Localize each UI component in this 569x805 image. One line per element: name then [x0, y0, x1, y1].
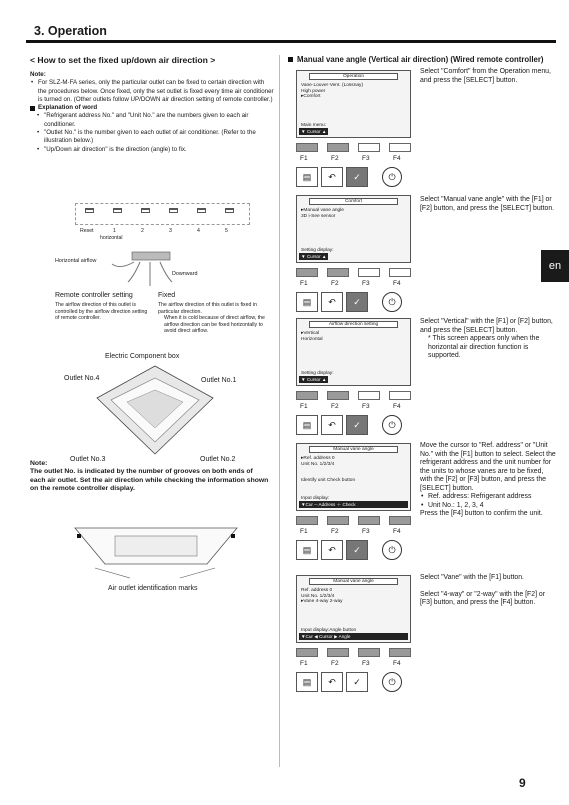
f3-label: F3	[362, 403, 370, 410]
power-button[interactable]: ⏻	[382, 672, 402, 692]
f3-label: F3	[362, 155, 370, 162]
note-2-text: The outlet No. is indicated by the number of grooves on both ends of each air outlet. Set the air direction while checking the information shown on the remote controller display.	[30, 468, 269, 493]
f4-key[interactable]	[389, 268, 411, 277]
function-key-labels	[296, 660, 411, 669]
note-label: Note:	[30, 71, 46, 78]
f1-key[interactable]	[296, 516, 318, 525]
right-section-title-text: Manual vane angle (Vertical air direction) (Wired remote controller)	[297, 55, 544, 64]
remote-controller-2	[296, 195, 416, 315]
f3-key[interactable]	[358, 391, 380, 400]
screen-line: Unit No. 1/2/3/4	[301, 593, 335, 599]
f1-label: F1	[300, 155, 308, 162]
f2-key[interactable]	[327, 268, 349, 277]
function-key-labels	[296, 403, 411, 412]
vane-angle-diagram	[75, 203, 250, 243]
f2-key[interactable]	[327, 391, 349, 400]
function-keys	[296, 648, 411, 658]
f2-key[interactable]	[327, 648, 349, 657]
screen-line: Unit No. 1/2/3/4	[301, 461, 335, 467]
step-1-desc: Select "Comfort" from the Operation menu, and press the [SELECT] button.	[420, 68, 551, 84]
step-3-desc-note: * This screen appears only when the horizontal air direction function is supported.	[428, 335, 540, 359]
vane-label: 5	[225, 228, 228, 234]
screen-header: Manual vane angle	[309, 578, 398, 585]
f4-key[interactable]	[389, 516, 411, 525]
f4-label: F4	[393, 280, 401, 287]
note-text: • For SLZ-M·FA series, only the particular outlet can be fixed to certain direction with the procedures below. Once fixed, only the set outlet is fixed every time air conditioner is turned on. (Other outlets follow UP/DOWN air direction setting of remote controller.)	[30, 79, 274, 104]
remote-controller-3	[296, 318, 416, 438]
f1-key[interactable]	[296, 391, 318, 400]
control-buttons	[296, 292, 416, 314]
caption-right-body: The airflow direction of this outlet is fixed in particular direction.	[158, 302, 257, 315]
f4-key[interactable]	[389, 143, 411, 152]
f2-label: F2	[331, 660, 339, 667]
vane-label: 1	[113, 228, 116, 234]
function-keys	[296, 268, 411, 278]
vane-label: Reset	[80, 228, 94, 234]
f3-label: F3	[362, 660, 370, 667]
column-divider	[279, 55, 280, 767]
menu-button[interactable]: ▤	[296, 415, 318, 435]
caption-right-title: Fixed	[158, 292, 176, 299]
electric-box-label: Electric Component box	[105, 353, 180, 360]
function-keys	[296, 516, 411, 526]
screen-line: High power	[301, 88, 326, 94]
f4-key[interactable]	[389, 648, 411, 657]
page-number: 9	[519, 776, 526, 790]
power-button[interactable]: ⏻	[382, 415, 402, 435]
vane-3-icon	[169, 208, 178, 213]
vane-2-icon	[141, 208, 150, 213]
f1-key[interactable]	[296, 268, 318, 277]
screen-line: Horizontal	[301, 336, 323, 342]
page-header	[26, 21, 556, 43]
lcd-screen	[296, 443, 411, 511]
select-button[interactable]: ✓	[346, 672, 368, 692]
screen-mid: Input display:Angle button	[301, 628, 357, 633]
outlet-4-label: Outlet No.4	[64, 375, 100, 382]
f1-label: F1	[300, 280, 308, 287]
f3-key[interactable]	[358, 648, 380, 657]
screen-line: Vane·Louver·Vent. (Lossnay)	[301, 83, 364, 88]
f2-label: F2	[331, 280, 339, 287]
note-2-label: Note:	[30, 460, 48, 467]
back-button[interactable]: ↶	[321, 672, 343, 692]
bullet-square	[288, 57, 293, 62]
explanation-item: • "Outlet No." is the number given to each outlet of air conditioner. (Refer to the illustration below.)	[36, 129, 274, 146]
select-button[interactable]: ✓	[346, 415, 368, 435]
outlet-1-label: Outlet No.1	[201, 377, 237, 384]
f4-label: F4	[393, 528, 401, 535]
function-keys	[296, 143, 411, 153]
step-3-desc	[420, 318, 556, 361]
step-3-desc-text: Select "Vertical" with the [F1] or [F2] button, and press the [SELECT] button.	[420, 318, 553, 334]
vane-label: 2	[141, 228, 144, 234]
right-section-title	[288, 55, 558, 64]
power-button[interactable]: ⏻	[382, 540, 402, 560]
vane-sub-label: horizontal	[100, 235, 123, 241]
step-5-desc	[420, 574, 556, 608]
control-buttons	[296, 540, 416, 562]
power-button[interactable]: ⏻	[382, 292, 402, 312]
f4-label: F4	[393, 660, 401, 667]
screen-bar: ▼Cur ◀ Cursor ▶ Angle	[299, 633, 408, 640]
select-button[interactable]: ✓	[346, 292, 368, 312]
f3-key[interactable]	[358, 516, 380, 525]
step-4-desc-text: Move the cursor to "Ref. address" or "Unit No." with the [F1] button to select. Select the refrigerant address and the unit number for the units to whose vanes are to be fixed, with the [F2] or [F3] button, and press the [SELECT] button.	[420, 442, 556, 492]
screen-line: ▸Vane 4-way 2-way	[301, 599, 343, 604]
menu-button[interactable]: ▤	[296, 672, 318, 692]
caption-right-note: When it is cold because of direct airflow, the airflow direction can be fixed horizontally to avoid direct airflow.	[164, 315, 265, 334]
caption-left-title: Remote controller setting	[55, 292, 133, 299]
screen-header: Comfort	[309, 198, 398, 205]
step-4-bullet: • Unit No.: 1, 2, 3, 4	[420, 502, 556, 511]
function-key-labels	[296, 280, 411, 289]
power-button[interactable]: ⏻	[382, 167, 402, 187]
step-4-desc	[420, 442, 556, 519]
function-key-labels	[296, 528, 411, 537]
language-tab[interactable]: en	[541, 250, 569, 282]
left-section-title: < How to set the fixed up/down air direction >	[30, 55, 216, 65]
f1-key[interactable]	[296, 143, 318, 152]
air-outlet-illustration	[55, 520, 255, 580]
step-2-desc: Select "Manual vane angle" with the [F1] or [F2] button, and press the [SELECT] button.	[420, 196, 555, 212]
air-marks-label: Air outlet identification marks	[108, 585, 198, 592]
screen-line: ▸Manual vane angle	[301, 208, 344, 213]
select-button[interactable]: ✓	[346, 167, 368, 187]
f3-label: F3	[362, 280, 370, 287]
screen-bar: ▼ Cursor ▲	[301, 129, 327, 134]
f2-label: F2	[331, 528, 339, 535]
note-2	[30, 460, 270, 494]
f1-label: F1	[300, 403, 308, 410]
step-4-bullet: • Ref. address: Refrigerant address	[420, 493, 556, 502]
menu-button[interactable]: ▤	[296, 292, 318, 312]
f1-label: F1	[300, 660, 308, 667]
left-column	[30, 55, 274, 154]
screen-line: ▸Comfort	[301, 94, 321, 99]
remote-controller-4	[296, 443, 416, 563]
screen-mid: Setting display:	[301, 371, 334, 376]
screen-line: 3D i-See sensor	[301, 213, 336, 219]
f1-key[interactable]	[296, 648, 318, 657]
screen-line: ▸Ref. address 0	[301, 456, 335, 461]
control-buttons	[296, 167, 416, 189]
screen-bar: ▼ Cursor ▲	[301, 254, 327, 259]
back-button[interactable]: ↶	[321, 540, 343, 560]
f4-label: F4	[393, 403, 401, 410]
vane-1-icon	[113, 208, 122, 213]
back-button[interactable]: ↶	[321, 292, 343, 312]
select-button[interactable]: ✓	[346, 540, 368, 560]
horizontal-airflow-label: Horizontal airflow	[55, 258, 97, 264]
f3-label: F3	[362, 528, 370, 535]
vane-label: 3	[169, 228, 172, 234]
vane-4-icon	[197, 208, 206, 213]
f1-label: F1	[300, 528, 308, 535]
header-rule	[26, 40, 556, 43]
function-keys	[296, 391, 411, 401]
step-5-desc-2: Select "4-way" or "2-way" with the [F2] or [F3] button, and press the [F4] button.	[420, 590, 546, 606]
remote-controller-5	[296, 575, 416, 695]
screen-mid: Main menu:	[301, 123, 327, 128]
step-4-desc-end: Press the [F4] button to confirm the unit.	[420, 510, 543, 517]
screen-bar: ▼Cur ─ Address ＋ Check	[299, 501, 408, 508]
f4-label: F4	[393, 155, 401, 162]
f2-key[interactable]	[327, 516, 349, 525]
screen-header: Operation	[309, 73, 398, 80]
step-5-desc-text: Select "Vane" with the [F1] button.	[420, 574, 524, 581]
function-key-labels	[296, 155, 411, 164]
f3-key[interactable]	[358, 268, 380, 277]
screen-mid: Setting display:	[301, 248, 334, 253]
vane-5-icon	[225, 208, 234, 213]
back-button[interactable]: ↶	[321, 167, 343, 187]
screen-mid: Input display:	[301, 496, 330, 501]
screen-line: ▸Vertical	[301, 331, 320, 336]
outlet-2-label: Outlet No.2	[200, 456, 236, 463]
airflow-illustration	[110, 250, 190, 290]
menu-button[interactable]: ▤	[296, 167, 318, 187]
f2-key[interactable]	[327, 143, 349, 152]
screen-header: Airflow direction setting	[309, 321, 398, 328]
screen-bar: ▼ Cursor ▲	[301, 377, 327, 382]
lcd-screen	[296, 575, 411, 643]
indoor-unit-illustration	[95, 364, 215, 456]
screen-header: Manual vane angle	[309, 446, 398, 453]
explanation-item: • "Up/Down air direction" is the direction (angle) to fix.	[36, 146, 274, 154]
f2-label: F2	[331, 155, 339, 162]
explanation-title: Explanation of word	[30, 104, 274, 112]
control-buttons	[296, 672, 416, 694]
lcd-screen	[296, 70, 411, 138]
vane-frame	[75, 203, 250, 225]
vane-reset-icon	[85, 208, 94, 213]
f3-key[interactable]	[358, 143, 380, 152]
explanation-item: • "Refrigerant address No." and "Unit No." are the numbers given to each air conditioner.	[36, 112, 274, 129]
screen-line: Identify unit Check button	[301, 478, 356, 483]
f2-label: F2	[331, 403, 339, 410]
vane-label: 4	[197, 228, 200, 234]
lcd-screen	[296, 318, 411, 386]
caption-left-body: The airflow direction of this outlet is controlled by the airflow direction setting of remote controller.	[55, 302, 148, 321]
control-buttons	[296, 415, 416, 437]
section-heading: 3. Operation	[34, 24, 107, 38]
outlet-3-label: Outlet No.3	[70, 456, 106, 463]
f4-key[interactable]	[389, 391, 411, 400]
menu-button[interactable]: ▤	[296, 540, 318, 560]
screen-line: Ref. address 0	[301, 588, 333, 593]
remote-controller-1	[296, 70, 416, 190]
lcd-screen	[296, 195, 411, 263]
downward-label: Downward	[172, 271, 198, 277]
back-button[interactable]: ↶	[321, 415, 343, 435]
